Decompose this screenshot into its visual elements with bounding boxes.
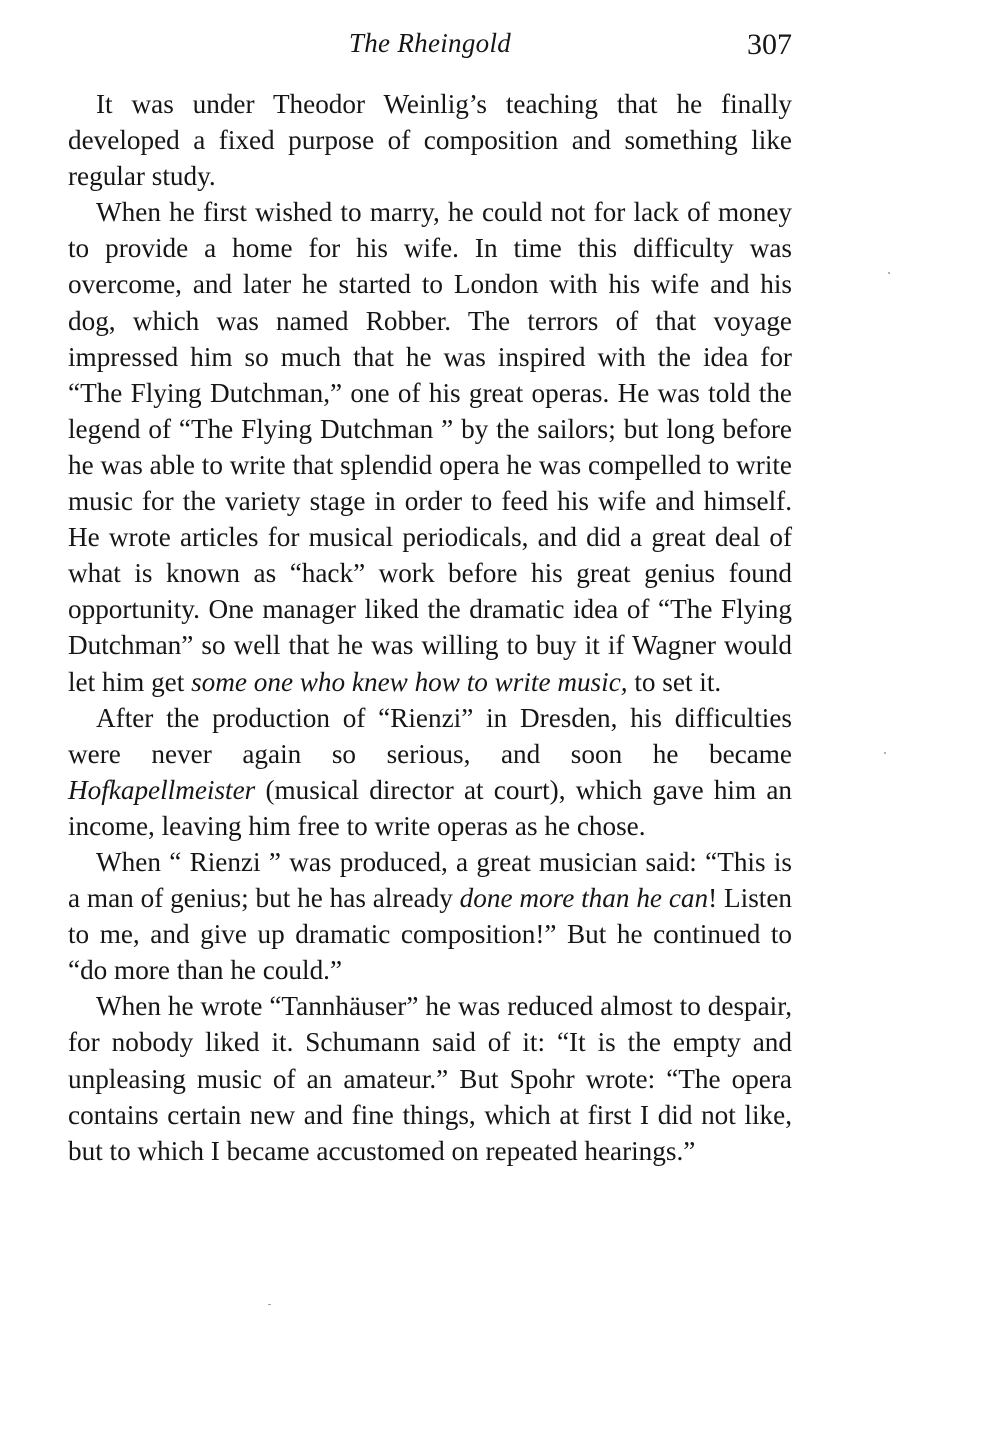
running-header [68, 26, 792, 66]
italic-text-run: Hofkapellmeister [68, 774, 256, 805]
text-run: to set it. [627, 666, 722, 697]
body-text [68, 86, 792, 1169]
paragraph-3 [68, 700, 792, 844]
text-run: When he wrote “Tannhäuser” he was reduced almost to despair, for nobody liked it. Schumann said of it: “It is the empty and unpleasing music of an amateur.” But Spohr wrote: “The opera contains certain new and fine things, which at first I did not like, but to which I became accustomed on repeated hearings.” [68, 991, 792, 1166]
scan-speck [884, 752, 886, 754]
running-title: The Rheingold [348, 28, 512, 58]
paragraph-4 [68, 844, 792, 988]
text-run: When he first wished to marry, he could not for lack of money to provide a home for his wife. In time this difficulty was overcome, and later he started to London with his wife and his dog, which was named Robber. The terrors of that voyage impressed him so much that he was inspired with the idea for “The Flying Dutchman,” one of his great operas. He was told the legend of “The Flying Dutchman ” by the sailors; but long before he was able to write that splendid opera he was compelled to write music for the variety stage in order to feed his wife and himself. He wrote articles for musical periodicals, and did a great deal of what is known as “hack” work before his great genius found opportunity. One manager liked the dramatic idea of “The Flying Dutchman” so well that he was willing to buy it if Wagner would let him get [68, 197, 792, 697]
paragraph-5 [68, 988, 792, 1168]
text-run: ! Listen to me, and give up dramatic composition!” But he continued to “do more than he could.” [68, 883, 793, 986]
italic-text-run: some one who knew how to write music, [191, 666, 628, 697]
text-run: It was under Theodor Weinlig’s teaching that he finally developed a fixed purpose of composition and something like regular study. [68, 89, 792, 192]
text-run: After the production of “Rienzi” in Dresden, his difficulties were never again so serious, and soon he became [68, 702, 792, 769]
page-number: 307 [747, 28, 792, 61]
italic-text-run: done more than he can [459, 883, 709, 914]
scan-speck [268, 1304, 271, 1305]
text-run: When “ Rienzi ” was produced, a great musician said: “This is a man of genius; but he has already [68, 846, 792, 914]
paragraph-1 [68, 86, 792, 194]
paragraph-2 [68, 194, 792, 699]
scan-speck [888, 272, 890, 274]
text-run: (musical director at court), which gave him an income, leaving him free to write operas as he chose. [68, 774, 792, 841]
